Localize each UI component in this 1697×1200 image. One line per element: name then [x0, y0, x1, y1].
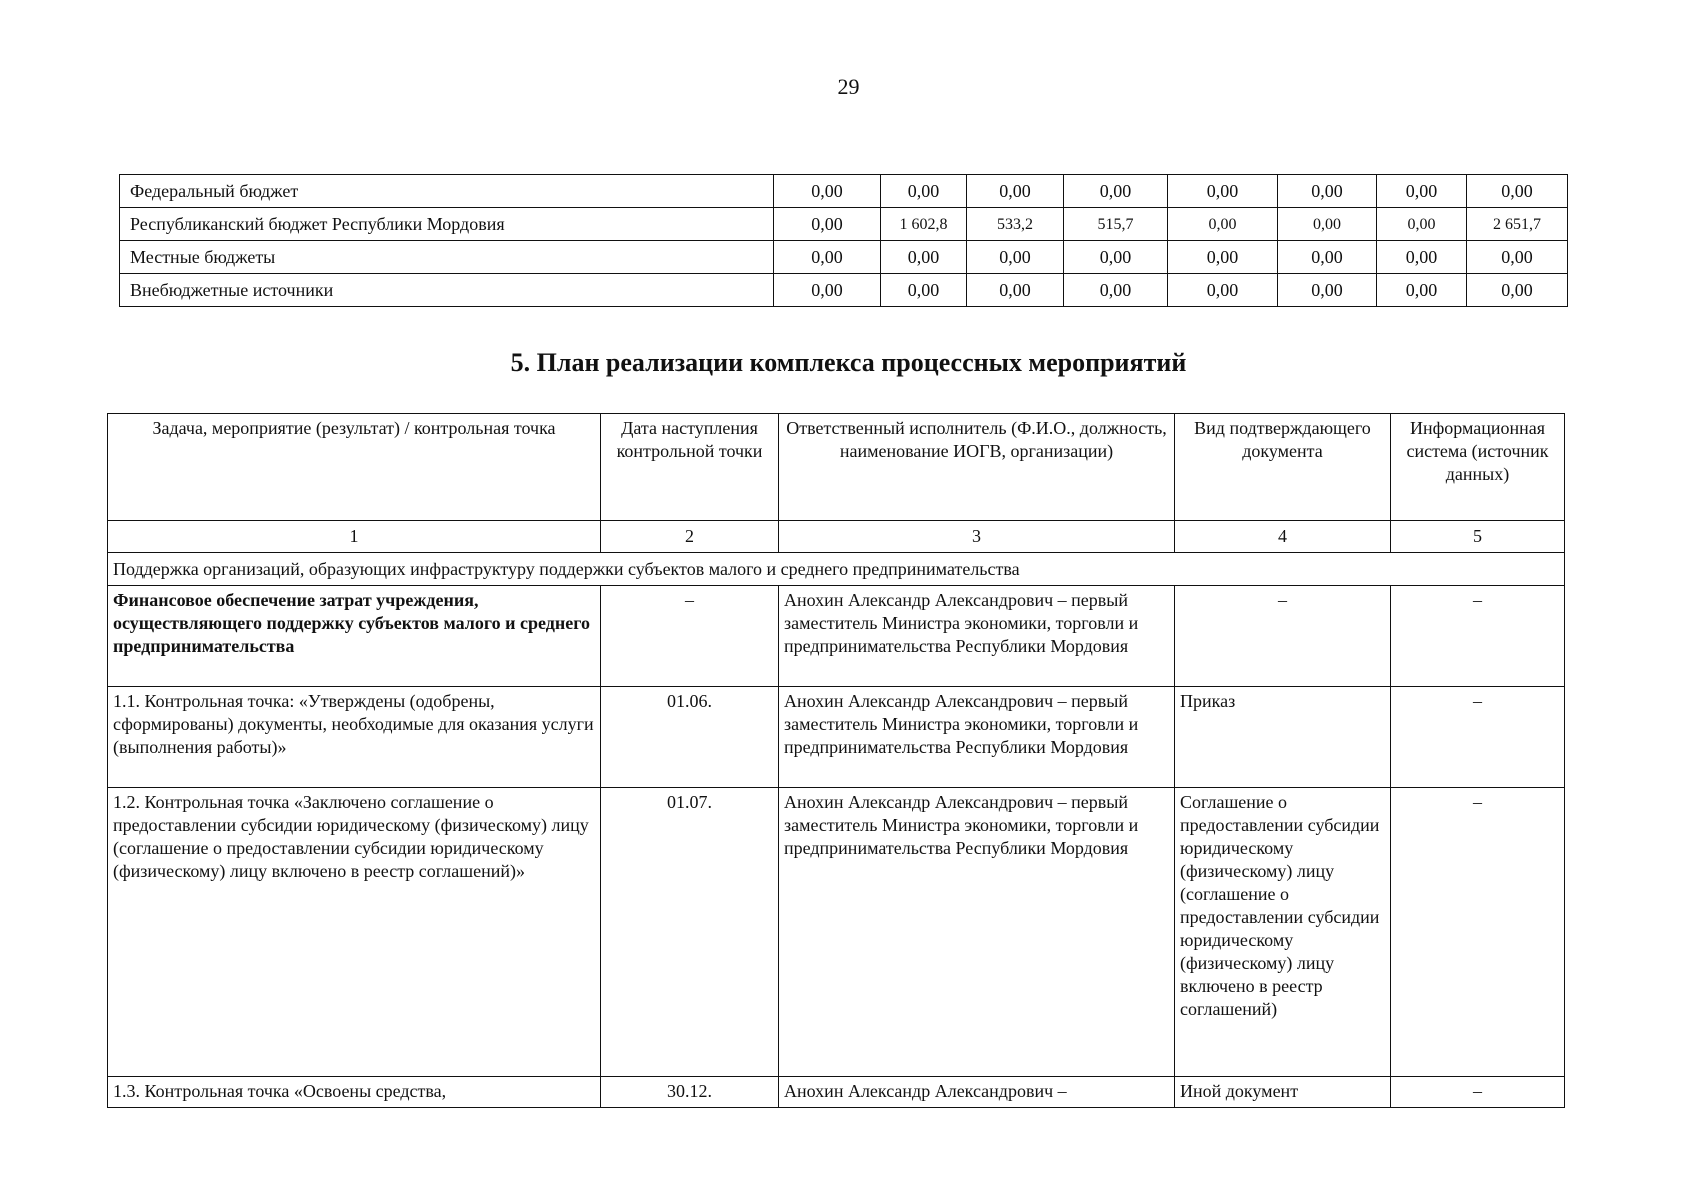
budget-cell: 0,00: [1377, 208, 1467, 241]
budget-cell: 0,00: [1064, 241, 1168, 274]
budget-cell: 0,00: [1377, 274, 1467, 307]
budget-cell: 0,00: [1278, 208, 1377, 241]
budget-cell: 0,00: [1064, 274, 1168, 307]
budget-row-label: Внебюджетные источники: [120, 274, 774, 307]
budget-cell: 0,00: [774, 175, 881, 208]
task-cell: Финансовое обеспечение затрат учреждения, осуществляющего поддержку субъектов малого и среднего предпринимательства: [108, 586, 601, 687]
column-number: 1: [108, 521, 601, 553]
budget-cell: 0,00: [1467, 175, 1568, 208]
budget-row: [120, 241, 1568, 274]
column-number: 2: [601, 521, 779, 553]
responsible-cell: Анохин Александр Александрович – первый заместитель Министра экономики, торговли и предпринимательства Республики Мордовия: [779, 687, 1175, 788]
date-cell: 01.06.: [601, 687, 779, 788]
budget-cell: 533,2: [967, 208, 1064, 241]
section-row-text: Поддержка организаций, образующих инфраструктуру поддержки субъектов малого и среднего предпринимательства: [108, 553, 1565, 586]
column-number: 4: [1175, 521, 1391, 553]
header-task: Задача, мероприятие (результат) / контрольная точка: [108, 414, 601, 521]
budget-cell: 0,00: [967, 175, 1064, 208]
budget-cell: 0,00: [1168, 241, 1278, 274]
column-number: 5: [1391, 521, 1565, 553]
budget-cell: 0,00: [1278, 274, 1377, 307]
budget-cell: 515,7: [1064, 208, 1168, 241]
system-cell: –: [1391, 687, 1565, 788]
budget-cell: 2 651,7: [1467, 208, 1568, 241]
budget-cell: 0,00: [881, 274, 967, 307]
task-cell: 1.2. Контрольная точка «Заключено соглашение о предоставлении субсидии юридическому (физическому) лицу (соглашение о предоставлении субсидии юридическому (физическому) лицу включено в реестр соглашений)»: [108, 788, 601, 1077]
task-cell: 1.3. Контрольная точка «Освоены средства,: [108, 1077, 601, 1108]
header-responsible: Ответственный исполнитель (Ф.И.О., должность, наименование ИОГВ, организации): [779, 414, 1175, 521]
budget-cell: 0,00: [774, 241, 881, 274]
page-number: 29: [837, 74, 860, 99]
budget-row-label: Республиканский бюджет Республики Мордовия: [120, 208, 774, 241]
budget-cell: 0,00: [881, 175, 967, 208]
budget-cell: 0,00: [1467, 241, 1568, 274]
budget-row: [120, 274, 1568, 307]
budget-cell: 0,00: [881, 241, 967, 274]
responsible-cell: Анохин Александр Александрович –: [779, 1077, 1175, 1108]
system-cell: –: [1391, 586, 1565, 687]
plan-table: [107, 413, 1565, 1108]
budget-cell: 0,00: [1278, 241, 1377, 274]
header-document: Вид подтверждающего документа: [1175, 414, 1391, 521]
document-cell: Иной документ: [1175, 1077, 1391, 1108]
task-cell: 1.1. Контрольная точка: «Утверждены (одобрены, сформированы) документы, необходимые для оказания услуги (выполнения работы)»: [108, 687, 601, 788]
plan-header-row: [108, 414, 1565, 521]
budget-cell: 1 602,8: [881, 208, 967, 241]
header-system: Информационная система (источник данных): [1391, 414, 1565, 521]
budget-cell: 0,00: [1168, 208, 1278, 241]
column-number: 3: [779, 521, 1175, 553]
table-row: [108, 788, 1565, 1077]
budget-cell: 0,00: [1168, 175, 1278, 208]
responsible-cell: Анохин Александр Александрович – первый заместитель Министра экономики, торговли и предпринимательства Республики Мордовия: [779, 788, 1175, 1077]
table-row: [108, 687, 1565, 788]
section-row: [108, 553, 1565, 586]
budget-cell: 0,00: [1377, 175, 1467, 208]
document-cell: Приказ: [1175, 687, 1391, 788]
budget-cell: 0,00: [1064, 175, 1168, 208]
budget-cell: 0,00: [967, 274, 1064, 307]
date-cell: 01.07.: [601, 788, 779, 1077]
table-row: [108, 586, 1565, 687]
budget-table: [119, 174, 1568, 307]
budget-row-label: Местные бюджеты: [120, 241, 774, 274]
document-cell: Соглашение о предоставлении субсидии юридическому (физическому) лицу (соглашение о предоставлении субсидии юридическому (физическому) лицу включено в реестр соглашений): [1175, 788, 1391, 1077]
date-cell: 30.12.: [601, 1077, 779, 1108]
header-date: Дата наступления контрольной точки: [601, 414, 779, 521]
budget-cell: 0,00: [774, 274, 881, 307]
system-cell: –: [1391, 788, 1565, 1077]
document-cell: –: [1175, 586, 1391, 687]
table-row: [108, 1077, 1565, 1108]
budget-cell: 0,00: [1278, 175, 1377, 208]
budget-cell: 0,00: [1467, 274, 1568, 307]
budget-cell: 0,00: [1168, 274, 1278, 307]
budget-row: [120, 175, 1568, 208]
budget-row: [120, 208, 1568, 241]
date-cell: –: [601, 586, 779, 687]
budget-cell: 0,00: [1377, 241, 1467, 274]
system-cell: –: [1391, 1077, 1565, 1108]
budget-cell: 0,00: [774, 208, 881, 241]
section-title: 5. План реализации комплекса процессных мероприятий: [510, 348, 1187, 377]
responsible-cell: Анохин Александр Александрович – первый заместитель Министра экономики, торговли и предпринимательства Республики Мордовия: [779, 586, 1175, 687]
budget-row-label: Федеральный бюджет: [120, 175, 774, 208]
column-numbers-row: [108, 521, 1565, 553]
budget-cell: 0,00: [967, 241, 1064, 274]
